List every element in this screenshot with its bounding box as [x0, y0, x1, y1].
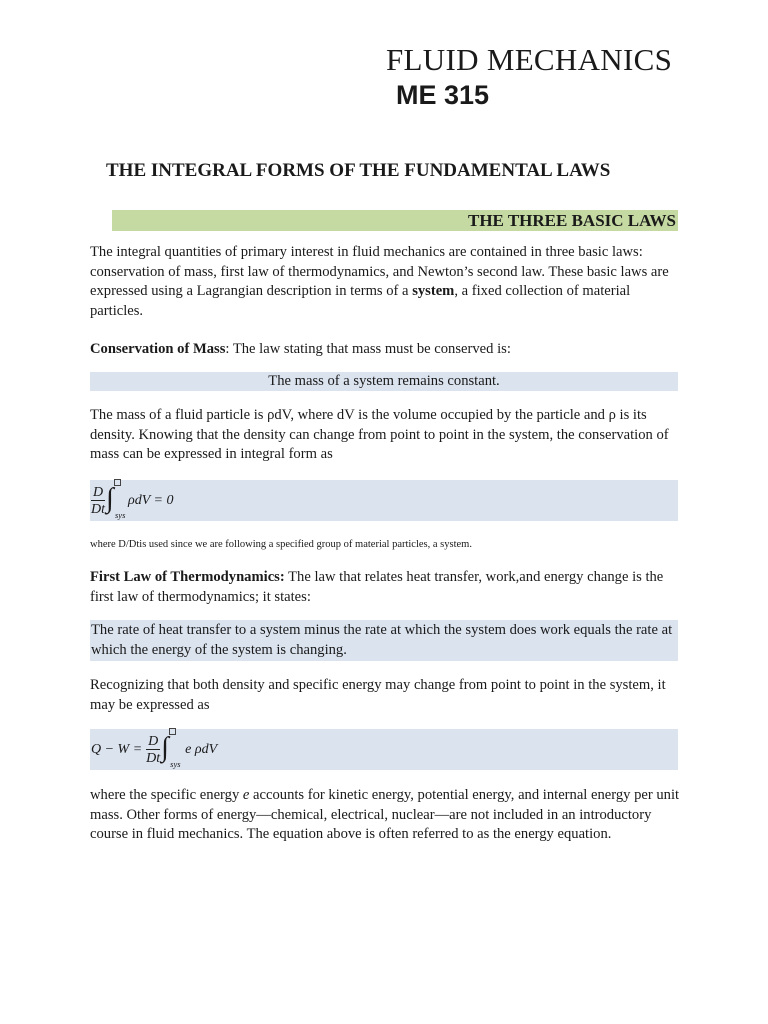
- mass-integrand: ρdV = 0: [128, 493, 174, 508]
- first-law-statement: The rate of heat transfer to a system minus the rate at which the system does work equals the rate at which the energy of the system is changing.: [91, 622, 673, 658]
- integral-sign: ∫ sys: [105, 482, 121, 520]
- first-law-heading: First Law of Thermodynamics:: [90, 569, 285, 585]
- chapter-title: THE INTEGRAL FORMS OF THE FUNDAMENTAL LAWS: [106, 160, 611, 181]
- mass-frac-num: D: [92, 485, 104, 500]
- energy-frac-den: Dt: [146, 751, 161, 766]
- section-title: THE THREE BASIC LAWS: [467, 211, 676, 230]
- conservation-mass-lead: : The law stating that mass must be conserved is:: [225, 341, 511, 357]
- mass-explanation: The mass of a fluid particle is ρdV, where dV is the volume occupied by the particle and ρ is its density. Knowing that the density can change from point to point in the system, the conservation of mass can be expressed in integral form as: [90, 407, 669, 463]
- mass-frac-den: Dt: [91, 502, 105, 517]
- intro-paragraph: [90, 243, 680, 321]
- mass-statement-box: [90, 372, 678, 391]
- first-law-explanation: Recognizing that both density and specific energy may change from point to point in the system, it may be expressed as: [90, 677, 666, 713]
- mass-note: where D/Dtis used since we are following a specified group of material particles, a system.: [90, 539, 472, 550]
- mass-equation: [91, 482, 173, 520]
- integral-sign: ∫ sys: [160, 731, 176, 769]
- mass-statement: The mass of a system remains constant.: [268, 373, 500, 389]
- intro-text-start: The integral quantities of primary interest in fluid mechanics are contained in three basic laws: conservation of mass, first law of thermodynamics, and Newton’s second law. These basic laws are expressed using a Lagrangian description in terms of a: [90, 244, 669, 300]
- conservation-mass-heading: Conservation of Mass: [90, 341, 226, 357]
- first-law-lead: The law that relates heat transfer, work,and energy change is the first law of thermodynamics; it states:: [90, 569, 664, 605]
- energy-integrand: e ρdV: [185, 742, 218, 757]
- energy-closing-start: where the specific energy: [90, 787, 243, 803]
- mass-equation-box: [90, 480, 678, 521]
- conservation-mass-paragraph: [90, 340, 680, 360]
- energy-equation-box: [90, 729, 678, 770]
- energy-closing-paragraph: [90, 786, 680, 845]
- mass-integral-sub: sys: [115, 510, 126, 520]
- intro-bold-term: system: [412, 283, 455, 300]
- course-name: FLUID MECHANICS: [386, 42, 673, 77]
- energy-integral-sub: sys: [170, 759, 181, 769]
- energy-equation-lhs: Q − W =: [91, 742, 143, 757]
- mass-equation-fraction: [91, 485, 105, 517]
- energy-equation-fraction: [146, 734, 160, 766]
- energy-equation: [91, 731, 217, 769]
- energy-closing-end: accounts for kinetic energy, potential energy, and internal energy per unit mass. Other forms of energy—chemical, electrical, nuclear—are not included in an introductory course in fluid mechanics. The equation above is often referred to as the energy equation.: [90, 787, 680, 843]
- intro-text-end: , a fixed collection of material particles.: [90, 283, 631, 319]
- energy-frac-num: D: [148, 734, 159, 749]
- section-header-bar: [112, 210, 678, 231]
- course-code: ME 315: [396, 80, 490, 110]
- energy-symbol: e: [242, 787, 250, 803]
- first-law-statement-box: [90, 620, 678, 661]
- first-law-paragraph: [90, 568, 680, 607]
